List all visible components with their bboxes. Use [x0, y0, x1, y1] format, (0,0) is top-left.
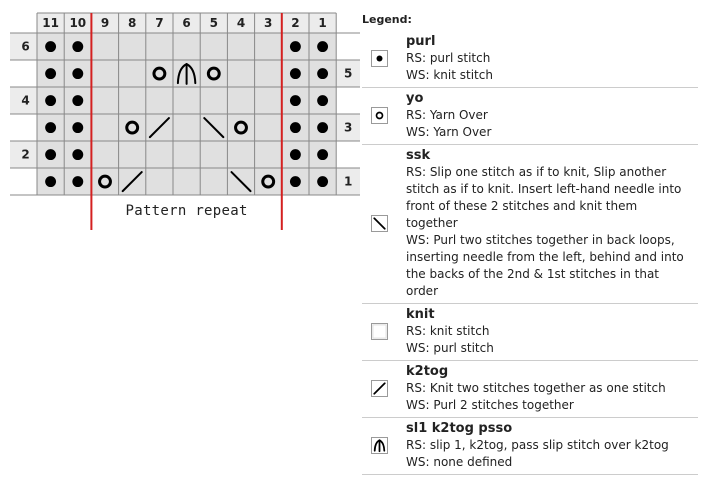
purl-dot-icon [45, 95, 56, 106]
legend-stitch-name: k2tog [406, 364, 449, 379]
pattern-repeat-label: Pattern repeat [125, 203, 248, 219]
legend-text [396, 306, 698, 357]
legend-description-line: together [406, 216, 458, 230]
column-number: 2 [291, 16, 300, 30]
legend-symbol [362, 323, 396, 340]
purl-dot-icon [317, 95, 328, 106]
legend-description-line: RS: Slip one stitch as if to knit, Slip another [406, 165, 667, 179]
purl-dot-icon [45, 122, 56, 133]
purl-dot-icon [45, 68, 56, 79]
row-number-right: 5 [344, 66, 353, 81]
purl-dot-icon [45, 176, 56, 187]
purl-dot-icon [72, 122, 83, 133]
purl-dot-icon [317, 68, 328, 79]
column-number: 4 [236, 16, 246, 30]
row-number-right: 1 [344, 174, 353, 189]
ssk-backslash-icon [374, 218, 385, 229]
column-number: 10 [69, 16, 87, 30]
legend-description-line: order [406, 284, 438, 298]
purl-icon [371, 50, 388, 67]
legend-entry-purl [362, 31, 698, 88]
legend-description-line: WS: Purl two stitches together in back loops, [406, 233, 675, 247]
legend-description-line: WS: purl stitch [406, 341, 494, 355]
legend-text [396, 363, 698, 414]
legend-description-line: RS: Yarn Over [406, 108, 488, 122]
legend-symbol [362, 437, 396, 454]
legend-description-line: the backs of the 2nd & 1st stitches in that [406, 267, 660, 281]
legend-description-line: WS: none defined [406, 455, 513, 469]
legend-symbol [362, 50, 396, 67]
row-number-left: 2 [21, 147, 30, 162]
column-number: 8 [128, 16, 137, 30]
legend-entries [362, 31, 698, 475]
row-number-left: 6 [21, 39, 30, 54]
purl-dot-icon [290, 41, 301, 52]
purl-dot-icon [290, 95, 301, 106]
purl-dot-icon [72, 149, 83, 160]
legend-entry-k2tog [362, 361, 698, 418]
knit-icon [371, 323, 388, 340]
legend-description-line: RS: purl stitch [406, 51, 491, 65]
purl-dot-icon [317, 41, 328, 52]
purl-dot-icon [45, 41, 56, 52]
k2tog-slash-icon [374, 383, 385, 394]
column-number: 6 [182, 16, 191, 30]
row-number-right: 3 [344, 120, 353, 135]
legend-entry-ssk [362, 145, 698, 304]
legend-title: Legend: [362, 13, 412, 26]
purl-dot-icon [317, 176, 328, 187]
legend-symbol [362, 107, 396, 124]
legend-description-line: stitch as if to knit. Insert left-hand needle into [406, 182, 682, 196]
purl-dot-icon [72, 95, 83, 106]
legend-stitch-name: knit [406, 307, 435, 322]
purl-dot-icon [72, 41, 83, 52]
legend-text [396, 90, 698, 141]
column-number: 9 [100, 16, 110, 30]
purl-dot-icon [376, 56, 382, 62]
yo-icon [371, 107, 388, 124]
purl-dot-icon [290, 149, 301, 160]
legend-description-line: RS: Knit two stitches together as one stitch [406, 381, 666, 395]
legend-symbol [362, 380, 396, 397]
legend-description-line: WS: Yarn Over [406, 125, 492, 139]
legend-entry-yo [362, 88, 698, 145]
yarn-over-circle-icon [376, 113, 382, 119]
knitting-chart [0, 0, 360, 230]
purl-dot-icon [72, 176, 83, 187]
legend-text [396, 33, 698, 84]
legend-description-line: inserting needle from the left, behind and into [406, 250, 684, 264]
legend-stitch-name: ssk [406, 148, 431, 163]
legend-description-line: WS: Purl 2 stitches together [406, 398, 574, 412]
sl1k2togpsso-icon [371, 437, 388, 454]
purl-dot-icon [290, 68, 301, 79]
knit-square-icon [372, 325, 385, 338]
legend-entry-knit [362, 304, 698, 361]
ssk-icon [371, 215, 388, 232]
k2tog-icon [371, 380, 388, 397]
column-number: 3 [264, 16, 273, 30]
legend [362, 13, 698, 475]
legend-symbol [362, 215, 396, 232]
column-number: 1 [318, 16, 327, 30]
legend-stitch-name: purl [406, 34, 436, 49]
row-number-left: 4 [21, 93, 30, 108]
column-number: 5 [209, 16, 218, 30]
legend-description-line: front of these 2 stitches and knit them [406, 199, 638, 213]
legend-stitch-name: sl1 k2tog psso [406, 421, 513, 436]
legend-description-line: RS: knit stitch [406, 324, 490, 338]
legend-description-line: WS: knit stitch [406, 68, 493, 82]
legend-text [396, 147, 698, 300]
purl-dot-icon [290, 122, 301, 133]
purl-dot-icon [317, 149, 328, 160]
legend-description-line: RS: slip 1, k2tog, pass slip stitch over k2tog [406, 438, 669, 452]
column-number: 11 [42, 16, 59, 30]
column-number: 7 [155, 16, 164, 30]
legend-entry-sl1k2togpsso [362, 418, 698, 475]
purl-dot-icon [317, 122, 328, 133]
purl-dot-icon [290, 176, 301, 187]
legend-text [396, 420, 698, 471]
legend-stitch-name: yo [406, 91, 424, 106]
purl-dot-icon [72, 68, 83, 79]
purl-dot-icon [45, 149, 56, 160]
